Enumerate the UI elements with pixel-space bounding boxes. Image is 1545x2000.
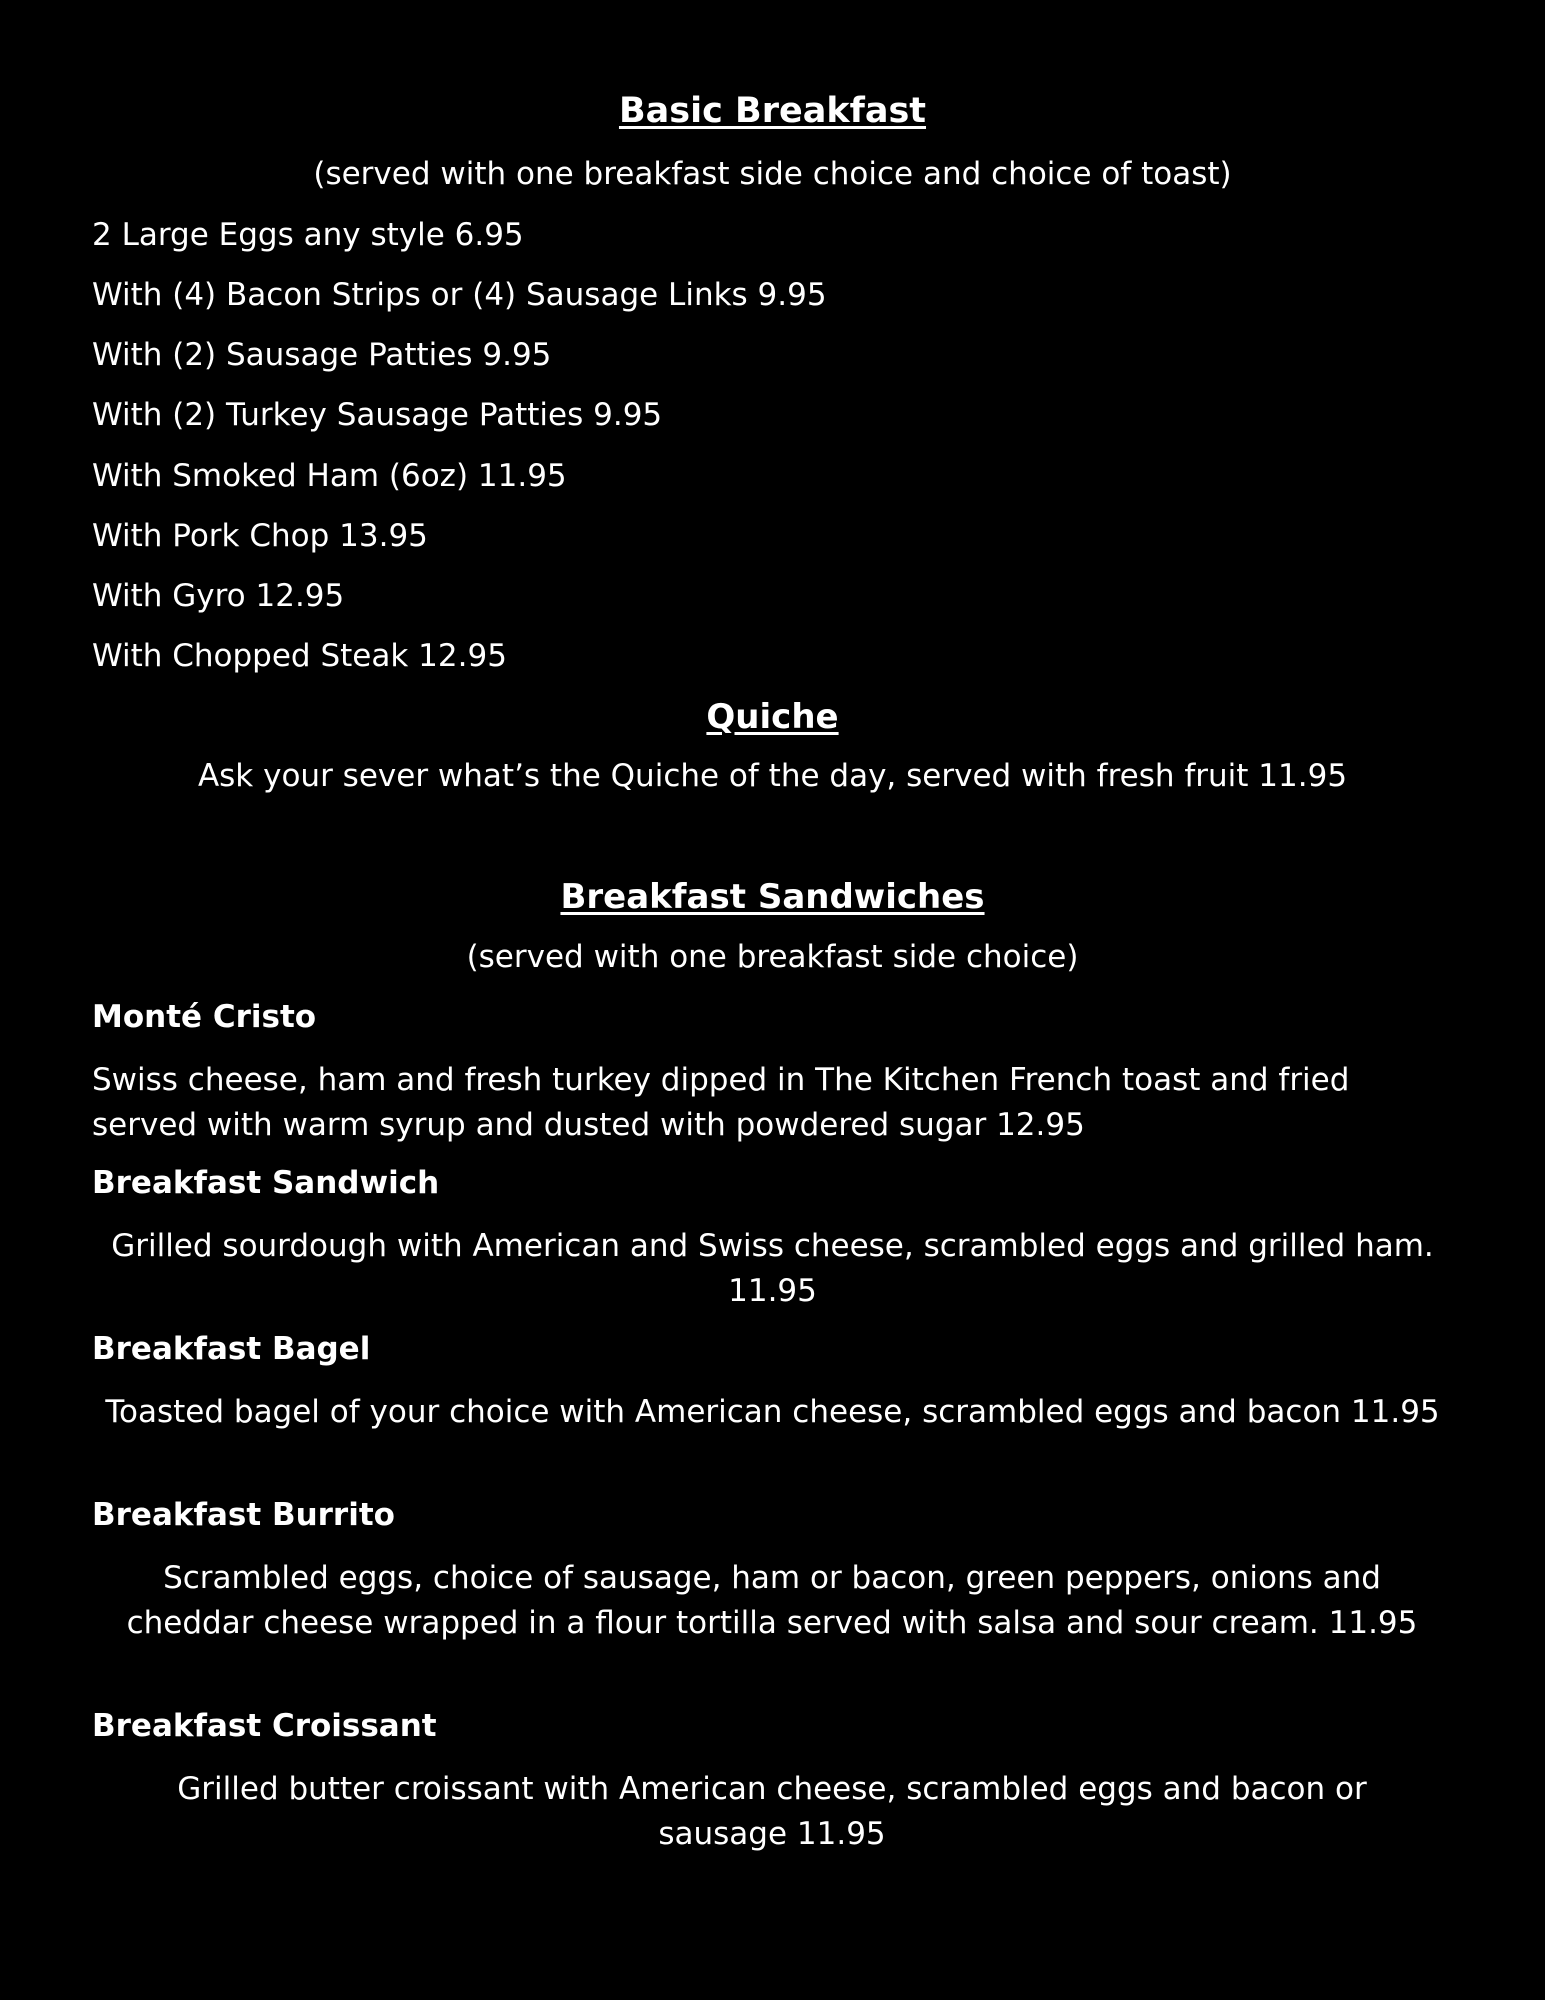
menu-item: With (2) Sausage Patties 9.95 bbox=[92, 337, 552, 373]
item-title-breakfast-burrito: Breakfast Burrito bbox=[92, 1497, 395, 1533]
item-description-breakfast-sandwich: Grilled sourdough with American and Swiss cheese, scrambled eggs and grilled ham. 11.95 bbox=[111, 1228, 1434, 1309]
menu-item: With (4) Bacon Strips or (4) Sausage Links 9.95 bbox=[92, 277, 827, 313]
breakfast-sandwiches-note: (served with one breakfast side choice) bbox=[466, 939, 1079, 975]
quiche-description: Ask your sever what’s the Quiche of the day, served with fresh fruit 11.95 bbox=[197, 758, 1348, 794]
item-description-breakfast-croissant: Grilled butter croissant with American cheese, scrambled eggs and bacon or sausage 11.95 bbox=[177, 1771, 1367, 1852]
menu-item: With Pork Chop 13.95 bbox=[92, 518, 428, 554]
basic-breakfast-heading: Basic Breakfast bbox=[618, 91, 927, 131]
basic-breakfast-note: (served with one breakfast side choice and choice of toast) bbox=[313, 156, 1232, 192]
item-title-breakfast-croissant: Breakfast Croissant bbox=[92, 1708, 437, 1744]
item-title-monte-cristo: Monté Cristo bbox=[92, 999, 317, 1035]
menu-item: With Chopped Steak 12.95 bbox=[92, 638, 507, 674]
menu-item: With Smoked Ham (6oz) 11.95 bbox=[92, 458, 567, 494]
item-description-breakfast-burrito: Scrambled eggs, choice of sausage, ham or bacon, green peppers, onions and cheddar cheese wrapped in a flour tortilla served with salsa and sour cream. 11.95 bbox=[126, 1560, 1418, 1641]
item-description-breakfast-bagel: Toasted bagel of your choice with American cheese, scrambled eggs and bacon 11.95 bbox=[105, 1394, 1440, 1430]
quiche-heading: Quiche bbox=[706, 697, 839, 737]
breakfast-sandwiches-heading: Breakfast Sandwiches bbox=[560, 877, 985, 917]
item-title-breakfast-sandwich: Breakfast Sandwich bbox=[92, 1165, 440, 1201]
menu-item: 2 Large Eggs any style 6.95 bbox=[92, 217, 524, 253]
menu-item: With Gyro 12.95 bbox=[92, 578, 345, 614]
menu-page bbox=[92, 0, 1453, 2000]
item-title-breakfast-bagel: Breakfast Bagel bbox=[92, 1331, 371, 1367]
item-description-monte-cristo: Swiss cheese, ham and fresh turkey dipped in The Kitchen French toast and fried served with warm syrup and dusted with powdered sugar 12.95 bbox=[92, 1062, 1350, 1143]
menu-item: With (2) Turkey Sausage Patties 9.95 bbox=[92, 397, 663, 433]
